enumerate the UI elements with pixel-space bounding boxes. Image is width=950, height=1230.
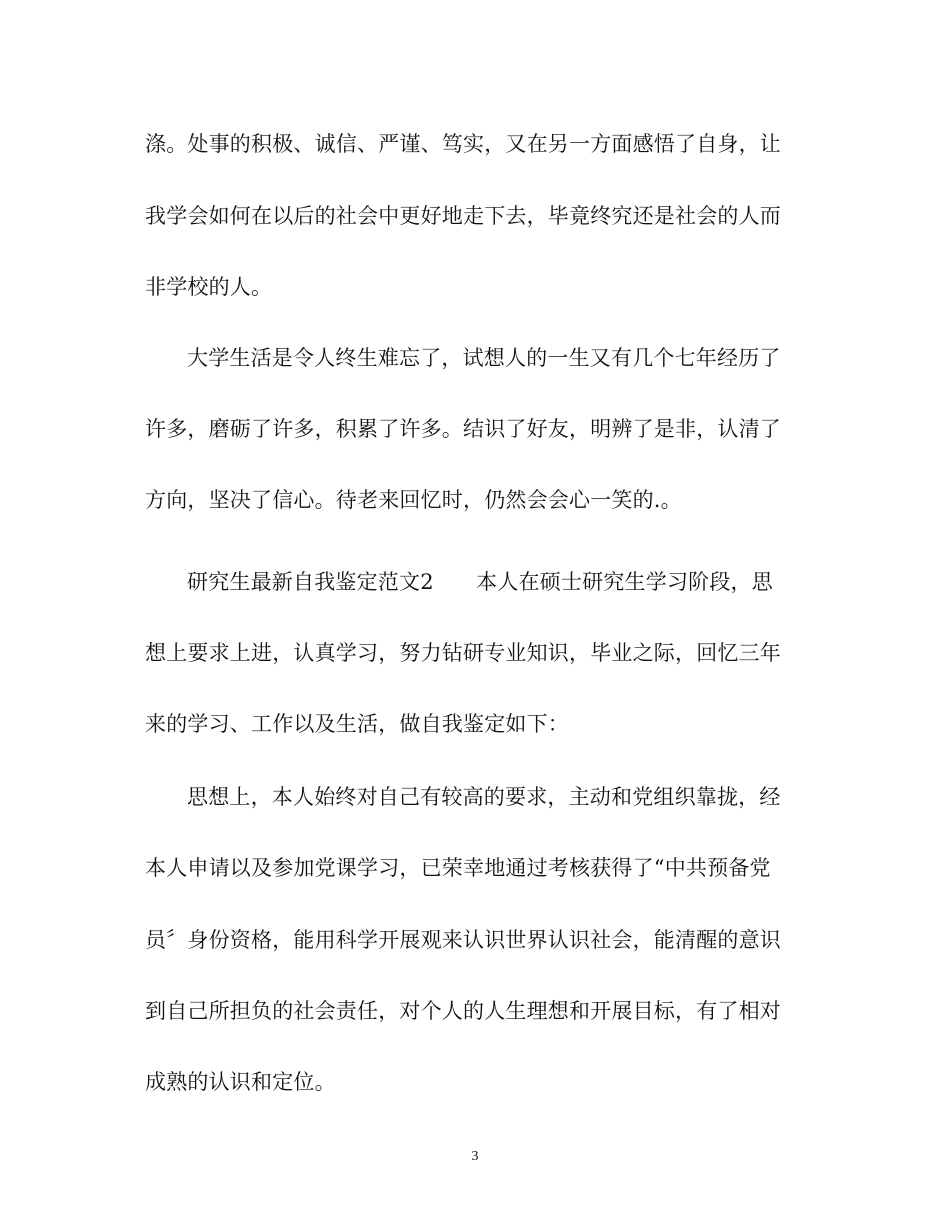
text-line: 方向，坚决了信心。待老来回忆时，仍然会会心一笑的.。 [145,488,682,512]
text-line: 本人申请以及参加党课学习，已荣幸地通过考核获得了“中共预备党 [145,856,771,880]
text-line: 来的学习、工作以及生活，做自我鉴定如下： [145,712,569,736]
text-line: 涤。处事的积极、诚信、严谨、笃实，又在另一方面感悟了自身，让 [145,132,781,156]
text-line: 员〞身份资格，能用科学开展观来认识世界认识社会，能清醒的意识 [145,928,781,952]
text-line: 我学会如何在以后的社会中更好地走下去，毕竟终究还是社会的人而 [145,204,781,228]
text-line: 非学校的人。 [145,275,273,299]
text-line: 思想上，本人始终对自己有较高的要求，主动和党组织靠拢，经 [187,785,781,809]
text-line: 许多，磨砺了许多，积累了许多。结识了好友，明辨了是非，认清了 [145,417,781,441]
text-line: 研究生最新自我鉴定范文2 本人在硕士研究生学习阶段，思 [187,570,773,594]
text-line: 想上要求上进，认真学习，努力钻研专业知识，毕业之际，回忆三年 [145,641,781,665]
text-line: 成熟的认识和定位。 [145,1070,336,1094]
text-line: 大学生活是令人终生难忘了，试想人的一生又有几个七年经历了 [187,346,781,370]
page-number: 3 [471,1149,479,1164]
text-line: 到自己所担负的社会责任，对个人的人生理想和开展目标，有了相对 [145,999,781,1023]
